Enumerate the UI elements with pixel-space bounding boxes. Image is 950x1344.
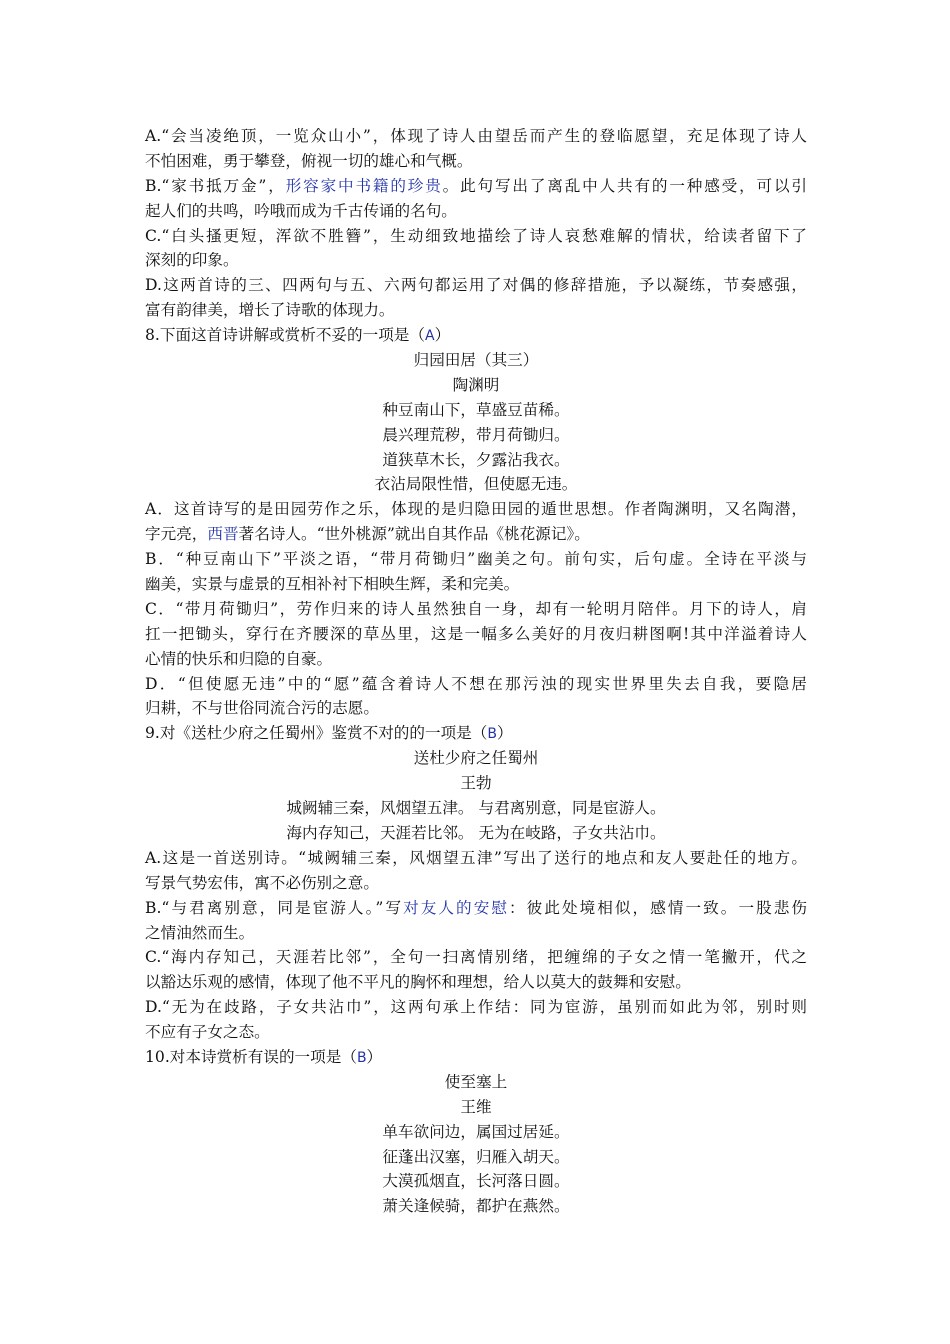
q9-poem-author: 王勃: [460, 774, 492, 793]
q10-poem-line: 单车欲问边，属国过居延。: [382, 1122, 570, 1141]
q9-option-c-line2: 以豁达乐观的感情，体现了他不平凡的胸怀和理想，给人以莫大的鼓舞和安慰。: [145, 973, 691, 992]
q8-poem-line: 晨兴理荒秽，带月荷锄归。: [382, 425, 570, 444]
q9-poem-line: 城阙辅三秦，风烟望五津。 与君离别意，同是宦游人。: [286, 799, 666, 818]
q8-option-c-line1: C．“带月荷锄归”，劳作归来的诗人虽然独自一身，却有一轮明月陪伴。月下的诗人，肩: [145, 599, 807, 618]
q7-option-d-line1: D.这两首诗的三、四两句与五、六两句都运用了对偶的修辞措施，予以凝练，节奏感强，: [145, 276, 807, 295]
q8-poem-line: 衣沾局限性惜，但使愿无违。: [374, 475, 578, 494]
q8-option-c-line2: 扛一把锄头，穿行在齐腰深的草丛里，这是一幅多么美好的月夜归耕图啊!其中洋溢着诗人: [145, 624, 807, 643]
q9-option-b-line1: [145, 896, 807, 921]
q8-option-d-line1: D．“但使愿无违”中的“愿”蕴含着诗人不想在那污浊的现实世界里失去自我，要隐居: [145, 674, 807, 693]
q8-poem-title: 归园田居（其三）: [413, 351, 539, 370]
q9-option-a-line1: A.这是一首送别诗。“城阙辅三秦，风烟望五津”写出了送行的地点和友人要赴任的地方。: [145, 848, 807, 867]
q10-stem-close: ）: [366, 1047, 383, 1066]
q8-answer: A: [424, 328, 435, 345]
q7-option-b-suffix: 。此句写出了离乱中人共有的一种感受，可以引: [442, 176, 807, 195]
q8-option-a-line1: A．这首诗写的是田园劳作之乐，体现的是归隐田园的遁世思想。作者陶渊明，又名陶潜，: [145, 500, 807, 519]
q9-stem-close: ）: [496, 724, 513, 743]
q8-option-b-line1: B．“种豆南山下”平淡之语，“带月荷锄归”幽美之句。前句实，后句虚。全诗在平淡与: [145, 550, 807, 569]
q8-stem: [145, 323, 807, 348]
q9-option-b-prefix: B.“与君离别意，同是宦游人。”写: [145, 898, 404, 917]
q8-poem-author: 陶渊明: [452, 375, 500, 394]
q7-option-b-link[interactable]: 形容家中书籍的珍贵: [285, 176, 443, 195]
q9-poem-title: 送杜少府之任蜀州: [413, 749, 539, 768]
q8-option-d-line2: 归耕，不与世俗同流合污的志愿。: [145, 699, 379, 718]
q10-poem-author: 王维: [460, 1097, 492, 1116]
q9-stem: [145, 721, 807, 746]
q7-option-b-line1: [145, 174, 807, 199]
q8-stem-text: 8.下面这首诗讲解或赏析不妥的一项是（: [145, 326, 425, 345]
q8-option-a-prefix: 字元亮，: [145, 525, 208, 544]
q7-option-c-line2: 深刻的印象。: [145, 251, 239, 270]
q10-poem-title: 使至塞上: [444, 1072, 508, 1091]
q7-option-a-line1: A.“会当凌绝顶，一览众山小”，体现了诗人由望岳而产生的登临愿望，充足体现了诗人: [145, 127, 807, 145]
q10-answer: B: [356, 1049, 367, 1066]
q9-stem-text: 9.对《送杜少府之任蜀州》鉴赏不对的的一项是（: [145, 724, 488, 743]
q9-answer: B: [487, 726, 497, 743]
q7-option-b-line2: 起人们的共鸣，吟哦而成为千古传诵的名句。: [145, 201, 457, 220]
q10-poem-line: 大漠孤烟直，长河落日圆。: [382, 1172, 570, 1191]
q10-stem: [145, 1045, 807, 1070]
q9-option-c-line1: C.“海内存知己，天涯若比邻”，全句一扫离情别绪，把缠绵的子女之情一笔撇开，代之: [145, 948, 807, 967]
q10-stem-text: 10.对本诗赏析有误的一项是（: [145, 1047, 357, 1066]
q8-option-b-line2: 幽美，实景与虚景的互相补衬下相映生辉，柔和完美。: [145, 575, 520, 594]
q8-option-a-line2: [145, 522, 807, 547]
q8-option-a-link[interactable]: 西晋: [207, 525, 239, 544]
q10-poem-line: 征蓬出汉塞，归雁入胡天。: [382, 1147, 570, 1166]
q7-option-c-line1: C.“白头搔更短，浑欲不胜簪”，生动细致地描绘了诗人哀愁难解的情状，给读者留下了: [145, 226, 807, 245]
q8-option-c-line3: 心情的快乐和归隐的自豪。: [145, 649, 333, 668]
q9-option-b-line2: 之情油然而生。: [145, 923, 255, 942]
q7-option-b-prefix: B.“家书抵万金”，: [145, 176, 286, 195]
q9-option-b-link[interactable]: 对友人的安慰: [403, 898, 510, 917]
q9-option-d-line2: 不应有子女之态。: [145, 1023, 270, 1042]
q8-poem-line: 种豆南山下，草盛豆苗稀。: [382, 400, 570, 419]
q8-stem-close: ）: [434, 326, 451, 345]
document-page: [145, 124, 807, 1219]
q8-option-a-suffix: 著名诗人。“世外桃源”就出自其作品《桃花源记》。: [238, 525, 590, 544]
q9-option-b-suffix: ：彼此处境相似，感情一致。一股悲伤: [509, 898, 807, 917]
q7-option-a-line2: 不怕困难，勇于攀登，俯视一切的雄心和气概。: [145, 151, 473, 170]
q8-poem-line: 道狭草木长，夕露沾我衣。: [382, 450, 570, 469]
q9-option-d-line1: D.“无为在歧路，子女共沾巾”，这两句承上作结：同为宦游，虽别而如此为邻，别时则: [145, 998, 807, 1017]
q7-option-d-line2: 富有韵律美，增长了诗歌的体现力。: [145, 301, 395, 320]
q9-option-a-line2: 写景气势宏伟，寓不必伤别之意。: [145, 873, 379, 892]
q9-poem-line: 海内存知己，天涯若比邻。 无为在岐路，子女共沾巾。: [286, 823, 666, 842]
q10-poem-line: 萧关逢候骑，都护在燕然。: [382, 1197, 570, 1216]
